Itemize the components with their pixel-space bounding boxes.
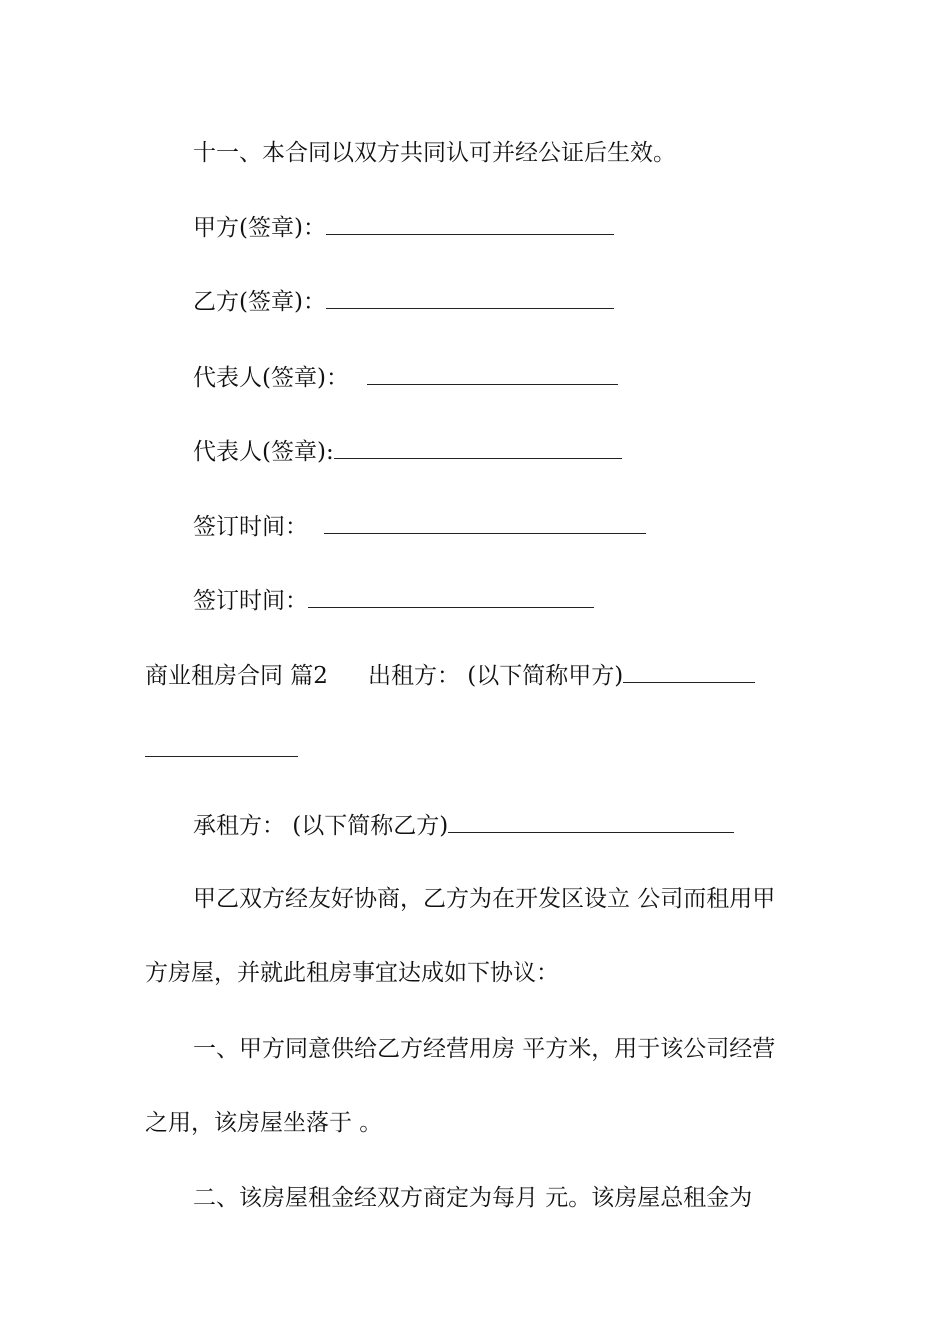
sign-date-2-blank[interactable] — [308, 585, 594, 608]
party-a-signature-label: 甲方(签章)： — [193, 215, 326, 241]
clause-2-line-1: 二、该房屋租金经双方商定为每月 元。该房屋总租金为 — [193, 1185, 753, 1211]
sign-date-2-line — [193, 585, 594, 616]
lessor-blank-1[interactable] — [623, 660, 755, 683]
contract-2-heading: 商业租房合同 篇2 — [145, 663, 328, 689]
sign-date-1-label: 签订时间： — [193, 514, 308, 540]
representative-1-blank[interactable] — [367, 362, 618, 385]
party-a-signature-blank[interactable] — [326, 212, 614, 235]
clause-1-line-1: 一、甲方同意供给乙方经营用房 平方米，用于该公司经营 — [193, 1036, 776, 1062]
intro-line-2: 方房屋，并就此租房事宜达成如下协议： — [145, 960, 559, 986]
lessee-label: 承租方： (以下简称乙方) — [193, 813, 449, 839]
representative-1-label: 代表人(签章)： — [193, 365, 349, 391]
representative-2-blank[interactable] — [334, 436, 622, 459]
clause-11: 十一、本合同以双方共同认可并经公证后生效。 — [193, 140, 676, 166]
sign-date-1-line — [193, 511, 646, 542]
representative-1-signature-line — [193, 362, 618, 393]
intro-line-1: 甲乙双方经友好协商，乙方为在开发区设立 公司而租用甲 — [193, 886, 776, 912]
lessor-label: 出租方： (以下简称甲方) — [367, 663, 624, 689]
contract-2-header-line — [145, 660, 755, 691]
representative-2-signature-line — [193, 436, 622, 467]
party-b-signature-line — [193, 286, 614, 317]
lessor-blank-continuation — [145, 734, 298, 765]
lessee-blank[interactable] — [448, 810, 734, 833]
clause-1-line-2: 之用，该房屋坐落于 。 — [145, 1110, 383, 1136]
lessor-blank-2[interactable] — [145, 734, 298, 757]
sign-date-2-label: 签订时间： — [193, 588, 308, 614]
sign-date-1-blank[interactable] — [324, 511, 646, 534]
party-b-signature-blank[interactable] — [326, 286, 614, 309]
lessee-line — [193, 810, 734, 841]
representative-2-label: 代表人(签章): — [193, 439, 334, 465]
party-a-signature-line — [193, 212, 614, 243]
party-b-signature-label: 乙方(签章)： — [193, 289, 326, 315]
